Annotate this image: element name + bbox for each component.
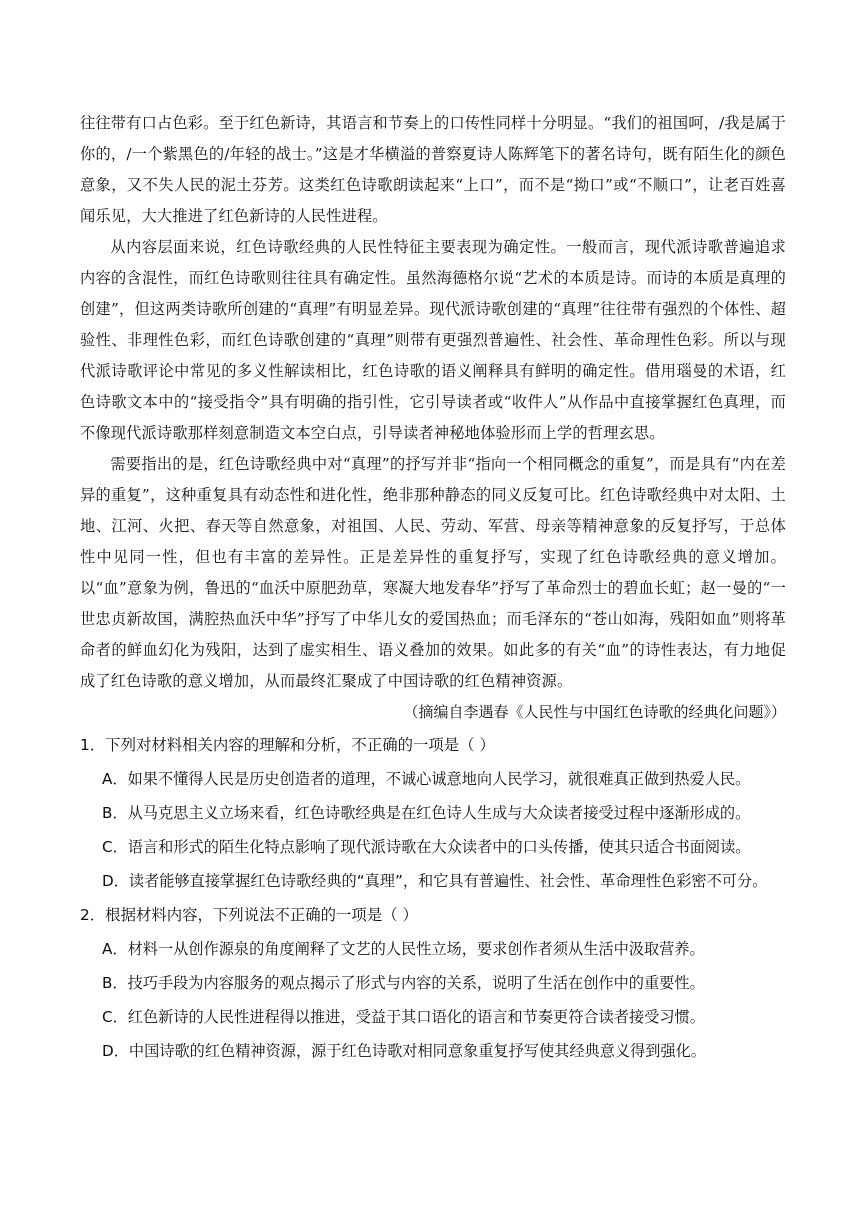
option-letter: C． xyxy=(102,1008,128,1026)
option-letter: D． xyxy=(102,872,129,890)
question-2-option-d[interactable] xyxy=(80,1034,786,1068)
question-1-option-a[interactable] xyxy=(80,762,786,796)
question-1-option-c[interactable] xyxy=(80,830,786,864)
reading-passage xyxy=(80,108,786,728)
option-text: 材料一从创作源泉的角度阐释了文艺的人民性立场，要求创作者须从生活中汲取营养。 xyxy=(127,940,705,958)
option-text: 技巧手段为内容服务的观点揭示了形式与内容的关系，说明了生活在创作中的重要性。 xyxy=(127,974,705,992)
option-letter: C． xyxy=(102,838,128,856)
option-text: 从马克思主义立场来看，红色诗歌经典是在红色诗人生成与大众读者接受过程中逐渐形成的。 xyxy=(127,804,751,822)
passage-paragraph-3: 需要指出的是，红色诗歌经典中对“真理”的抒写并非“指向一个相同概念的重复”，而是具有“内在差异的重复”，这种重复具有动态性和进化性，绝非那种静态的同义反复可比。红色诗歌经典中对太阳、土地、江河、火把、春天等自然意象，对祖国、人民、劳动、军营、母亲等精神意象的反复抒写，于总体性中见同一性，但也有丰富的差异性。正是差异性的重复抒写，实现了红色诗歌经典的意义增加。以“血”意象为例，鲁迅的“血沃中原肥劲草，寒凝大地发春华”抒写了革命烈士的碧血长虹；赵一曼的“一世忠贞新故国，满腔热血沃中华”抒写了中华儿女的爱国热血；而毛泽东的“苍山如海，残阳如血”则将革命者的鲜血幻化为残阳，达到了虚实相生、语义叠加的效果。如此多的有关“血”的诗性表达，有力地促成了红色诗歌的意义增加，从而最终汇聚成了中国诗歌的红色精神资源。 xyxy=(80,455,786,690)
option-letter: B． xyxy=(102,804,128,822)
option-letter: A． xyxy=(102,940,128,958)
passage-source: （摘编自李遇春《人民性与中国红色诗歌的经典化问题》） xyxy=(403,703,786,721)
document-page xyxy=(80,108,786,1068)
option-text: 如果不懂得人民是历史创造者的道理，不诚心诚意地向人民学习，就很难真正做到热爱人民。 xyxy=(127,770,751,788)
question-2-option-c[interactable] xyxy=(80,1000,786,1034)
question-1 xyxy=(80,728,786,898)
option-text: 中国诗歌的红色精神资源，源于红色诗歌对相同意象重复抒写使其经典意义得到强化。 xyxy=(128,1042,707,1060)
option-text: 红色新诗的人民性进程得以推进，受益于其口语化的语言和节奏更符合读者接受习惯。 xyxy=(127,1008,705,1026)
question-2-stem: 2．根据材料内容，下列说法不正确的一项是（ ） xyxy=(80,906,418,924)
question-1-option-d[interactable] xyxy=(80,864,786,898)
option-letter: A． xyxy=(102,770,128,788)
option-letter: D． xyxy=(102,1042,129,1060)
passage-paragraph-1: 往往带有口占色彩。至于红色新诗，其语言和节奏上的口传性同样十分明显。“我们的祖国呵，/我是属于你的，/一个紫黑色的/年轻的战士。”这是才华横溢的普察夏诗人陈辉笔下的著名诗句，既有陌生化的颜色意象，又不失人民的泥土芬芳。这类红色诗歌朗读起来“上口”，而不是“拗口”或“不顺口”，让老百姓喜闻乐见，大大推进了红色新诗的人民性进程。 xyxy=(80,114,786,225)
question-2 xyxy=(80,898,786,1068)
passage-paragraph-2: 从内容层面来说，红色诗歌经典的人民性特征主要表现为确定性。一般而言，现代派诗歌普遍追求内容的含混性，而红色诗歌则往往具有确定性。虽然海德格尔说“艺术的本质是诗。而诗的本质是真理的创建”，但这两类诗歌所创建的“真理”有明显差异。现代派诗歌创建的“真理”往往带有强烈的个体性、超验性、非理性色彩，而红色诗歌创建的“真理”则带有更强烈普遍性、社会性、革命理性色彩。所以与现代派诗歌评论中常见的多义性解读相比，红色诗歌的语义阐释具有鲜明的确定性。借用瑙曼的术语，红色诗歌文本中的“接受指令”具有明确的指引性，它引导读者或“收件人”从作品中直接掌握红色真理，而不像现代派诗歌那样刻意制造文本空白点，引导读者神秘地体验形而上学的哲理玄思。 xyxy=(80,238,786,442)
option-letter: B． xyxy=(102,974,128,992)
option-text: 语言和形式的陌生化特点影响了现代派诗歌在大众读者中的口头传播，使其只适合书面阅读。 xyxy=(127,838,751,856)
question-2-option-b[interactable] xyxy=(80,966,786,1000)
question-1-option-b[interactable] xyxy=(80,796,786,830)
question-1-stem: 1．下列对材料相关内容的理解和分析，不正确的一项是（ ） xyxy=(80,736,495,754)
option-text: 读者能够直接掌握红色诗歌经典的“真理”，和它具有普遍性、社会性、革命理性色彩密不可分。 xyxy=(128,872,768,890)
question-2-option-a[interactable] xyxy=(80,932,786,966)
